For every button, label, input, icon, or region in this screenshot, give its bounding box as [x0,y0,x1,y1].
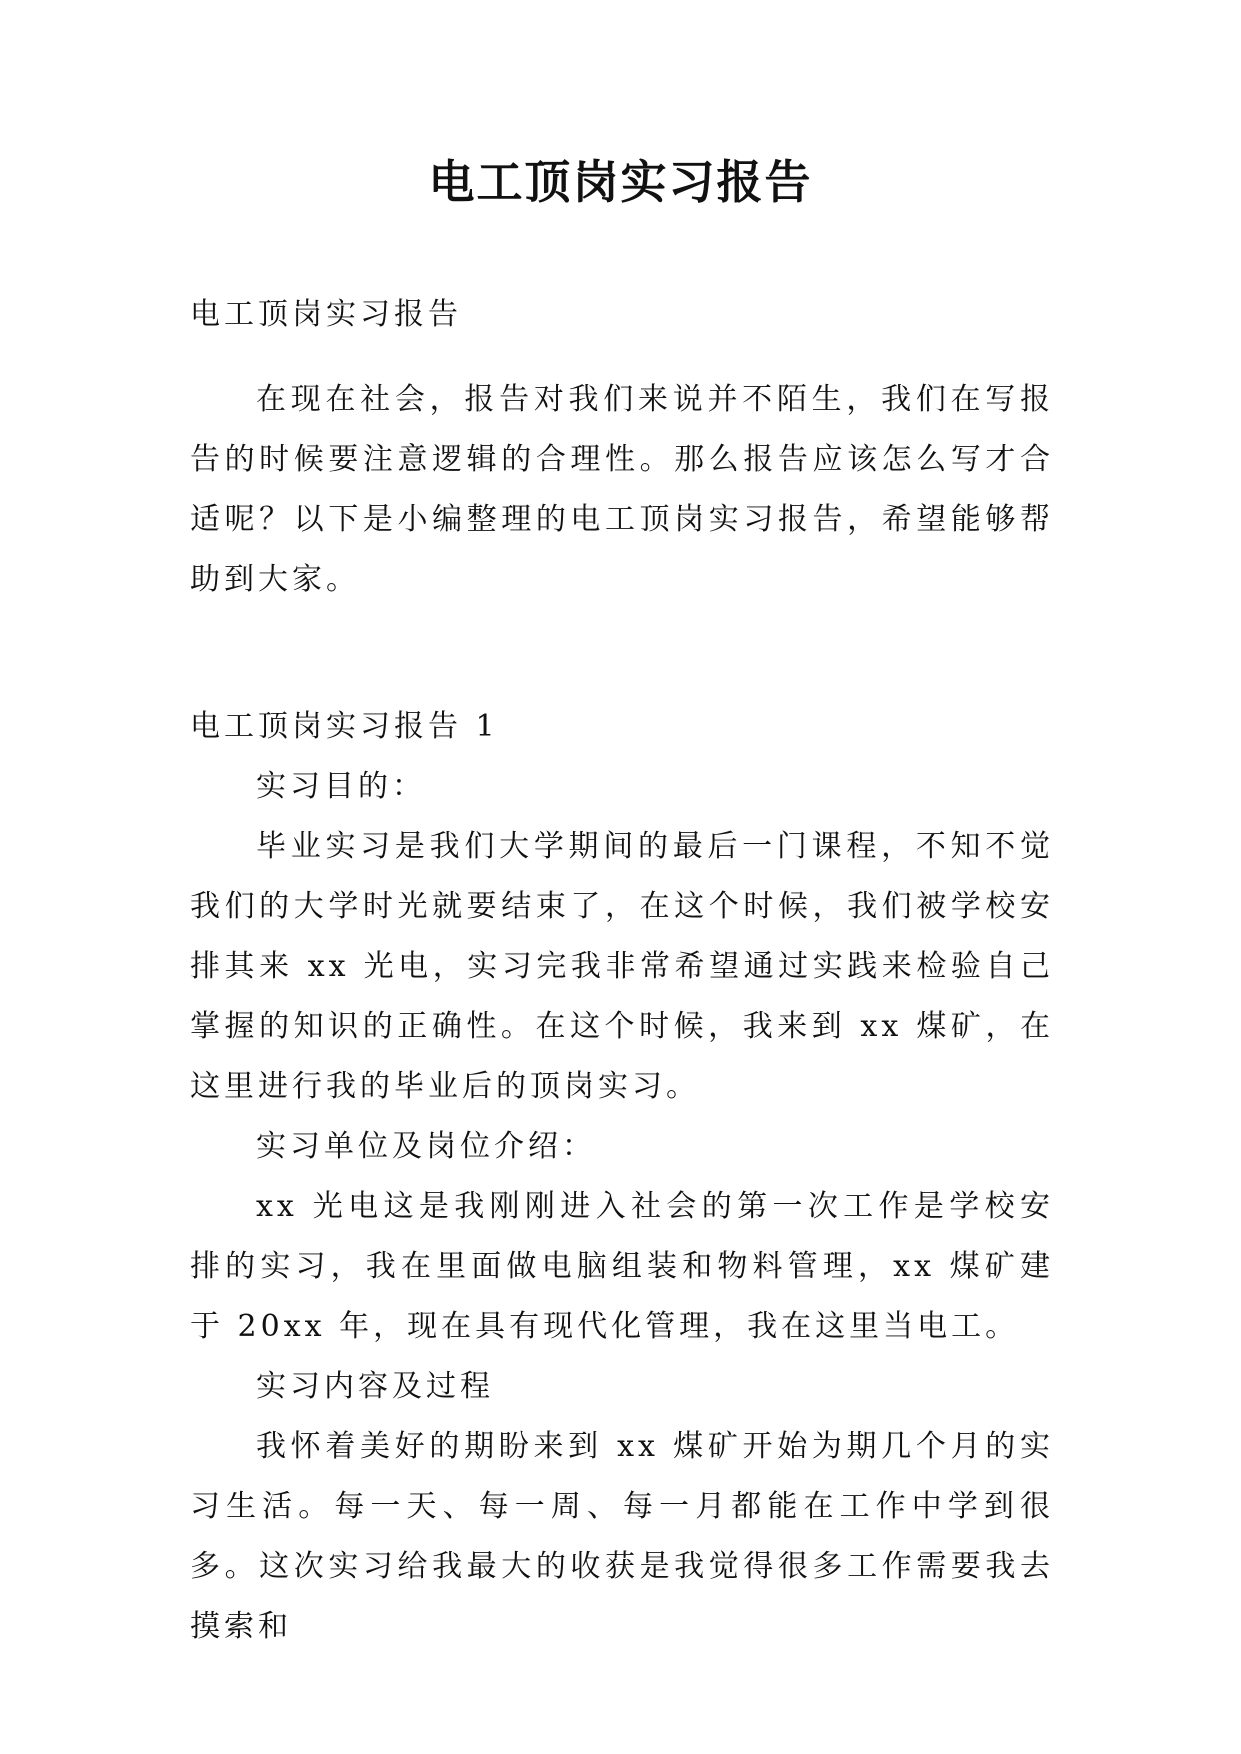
paragraph-unit-introduction: xx 光电这是我刚刚进入社会的第一次工作是学校安排的实习，我在里面做电脑组装和物料管理，xx 煤矿建于 20xx 年，现在具有现代化管理，我在这里当电工。 [190,1189,1054,1344]
document-title: 电工顶岗实习报告 [428,155,813,209]
intro-paragraph: 在现在社会，报告对我们来说并不陌生，我们在写报告的时候要注意逻辑的合理性。那么报告应该怎么写才合适呢？以下是小编整理的电工顶岗实习报告，希望能够帮助到大家。 [190,382,1054,597]
heading-unit-introduction: 实习单位及岗位介绍： [256,1129,596,1164]
heading-practice-content: 实习内容及过程 [256,1369,494,1404]
section-heading: 电工顶岗实习报告 1 [190,709,499,744]
paragraph-practice-content: 我怀着美好的期盼来到 xx 煤矿开始为期几个月的实习生活。每一天、每一周、每一月都能在工作中学到很多。这次实习给我最大的收获是我觉得很多工作需要我去摸索和 [190,1429,1054,1644]
paragraph-practice-purpose: 毕业实习是我们大学期间的最后一门课程，不知不觉我们的大学时光就要结束了，在这个时候，我们被学校安排其来 xx 光电，实习完我非常希望通过实践来检验自己掌握的知识的正确性。在这个时候，我来到 xx 煤矿，在这里进行我的毕业后的顶岗实习。 [190,829,1054,1104]
heading-practice-purpose: 实习目的： [256,769,426,804]
document-body [190,285,1054,1657]
document-subtitle: 电工顶岗实习报告 [190,297,462,332]
